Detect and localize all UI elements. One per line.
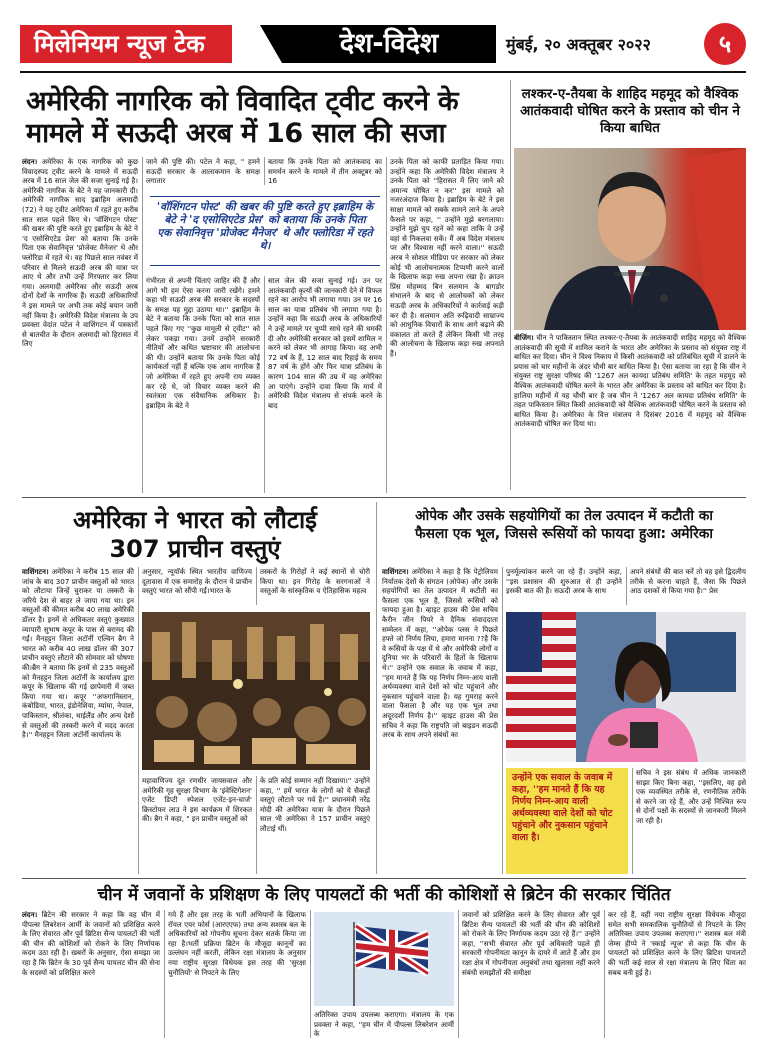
story1-headline <box>26 86 506 150</box>
section-rule <box>22 878 746 879</box>
column-divider <box>626 567 627 605</box>
press-briefing-photo <box>506 612 746 762</box>
story2-body-text: चीन ने पाकिस्तान स्थित लश्कर-ए-तैयबा के आतंकवादी शाहिद महमूद को वैश्विक आतंकवादी की सूची में शामिल कराने के भारत और अमेरिका के प्रस्ताव को संयुक्त राष्ट्र में बाधित कर दिया। चीन ने विश्व निकाय में किसी आतंकवादी को प्रतिबंधित सूची में डालने के प्रयास को चार महीनों के अंदर चौथी बार बाधित किया है। ऐसा बताया जा रहा है कि चीन ने संयुक्त राष्ट्र सुरक्षा परिषद की '1267 अल कायदा प्रतिबंध समिति' के तहत महमूद को वैश्विक आतंकवादी घोषित करने के भारत और अमेरिका के प्रस्ताव को बाधित कर दिया है। हालिया महीनों में यह चौथी बार है जब चीन ने '1267 अल कायदा प्रतिबंध समिति' के तहत पाकिस्तान स्थित किसी आतंकवादी को वैश्विक आतंकवादी घोषित करने के प्रस्ताव को बाधित किया है। अमेरिका के वित्त मंत्रालय ने दिसंबर 2016 में महमूद को वैश्विक आतंकवादी घोषित कर दिया था। <box>514 333 746 429</box>
story3-photo <box>142 612 370 770</box>
section-title: देश-विदेश <box>282 25 496 63</box>
story2-photo <box>514 148 746 330</box>
story5-column-3: अतिरिक्त उपाय उपलब्ध कराएगा। मंत्रालय के एक प्रवक्ता ने कहा, ''हम चीन में पीपल्स लिबरेशन आर्मी के <box>314 1010 454 1038</box>
story4-column-3-cont: सचिव ने इस संबंध में अधिक जानकारी साझा किए बिना कहा, ''इसलिए, वह इसे एक व्यवस्थित तरीके से, रणनीतिक तरीके से करने जा रहे हैं, और उन्हें निश्चित रूप से दोनों पक्षों के सदस्यों से जानकारी मिलने जा रही है। <box>636 768 746 825</box>
story5-column-1 <box>22 910 160 1038</box>
section-rule <box>22 497 746 498</box>
column-divider <box>386 157 387 493</box>
story5-col1-text: ब्रिटेन की सरकार ने कहा कि वह चीन में पीपल्स लिबरेशन आर्मी के जवानों को प्रशिक्षित करने के लिए सेवारत और पूर्व ब्रिटिश सैन्य पायलटों की भर्ती की चीन की कोशिशों को रोकने के लिए निर्णायक कदम उठा रही है। खबरों के अनुसार, ऐसा समझा जा रहा है कि ब्रिटेन के 30 पूर्व सैन्य पायलट चीन की सेना के सदस्यों को प्रशिक्षित करने <box>22 910 160 977</box>
column-divider <box>164 910 165 1038</box>
story2-dateline: बीजिंग। <box>514 333 534 342</box>
story-divider <box>376 502 377 874</box>
brand-name: मिलेनियम न्यूज टेक <box>20 25 232 63</box>
story5-column-5: कर रहे हैं, वहीं नया राष्ट्रीय सुरक्षा विधेयक मौजूदा समेत सभी समकालिक चुनौतियों से निपटने के लिए अतिरिक्त उपाय उपलब्ध कराएगा।'' सशस्त्र बल मंत्री जेम्स हीप्पे ने 'स्काई न्यूज' से कहा कि चीन के पायलटों को प्रशिक्षित करने के लिए ब्रिटिश पायलटों की भर्ती कई साल से रक्षा मंत्रालय के लिए चिंता का सबब बनी हुई है। <box>608 910 746 977</box>
page-number: ५ <box>704 23 746 65</box>
antiquities-photo <box>142 612 370 770</box>
story2-headline: लश्कर-ए-तैयबा के शाहिद महमूद को वैश्विक आतंकवादी घोषित करने के प्रस्ताव को चीन ने किया बाधित <box>520 87 740 136</box>
story3-col1-text: अमेरिका ने करीब 15 साल की जांच के बाद 307 प्राचीन वस्तुओं को भारत को लौटाया जिन्हें चुराकर या तस्करी के जरिये देश से बाहर ले जाया गया था। इन वस्तुओं की कीमत करीब 40 लाख अमेरिकी डॉलर है। इनमें से अधिकतर वस्तुएं कुख्यात व्यापारी सुभाष कपूर के पास से बरामद की गईं। मैनहट्टन जिला अटॉर्नी एल्विन ब्रैग ने भारत को करीब 40 लाख डॉलर की 307 प्राचीन वस्तुएं लौटाने की सोमवार को घोषणा की।ब्रैग ने बताया कि इनमें से 235 वस्तुओं को मैनहट्टन जिला अटॉर्नी के कार्यालय द्वारा कपूर के खिलाफ की गई छापेमारी में जब्त किया गया था। कपूर ''अफगानिस्तान, कंबोडिया, भारत, इंडोनेशिया, म्यांमा, नेपाल, पाकिस्तान, श्रीलंका, थाईलैंड और अन्य देशों से वस्तुओं की तस्करी करने में मदद करता है।'' मैनहट्टन जिला अटॉर्नी कार्यालय के <box>22 567 134 740</box>
story5-column-4: जवानों को प्रशिक्षित करने के लिए सेवारत और पूर्व ब्रिटिश सैन्य पायलटों की भर्ती की चीन की कोशिशों को रोकने के लिए निर्णायक कदम उठा रहे हैं।'' उन्होंने कहा, ''सभी सेवारत और पूर्व अधिकारी पहले ही सरकारी गोपनीयता कानून के दायरे में आते हैं और हम रक्षा क्षेत्र में गोपनीयता अनुबंधों तथा खुलासा नहीं करने संबंधी समझौतों की समीक्षा <box>462 910 600 977</box>
column-divider <box>256 776 257 874</box>
story1-column-2: जाने की पुष्टि की। पटेल ने कहा, " हमने सऊदी सरकार के आलाकमान के समक्ष लगातार <box>146 157 260 185</box>
column-divider <box>256 567 257 605</box>
column-divider <box>604 910 605 1038</box>
story4-photo <box>506 612 746 762</box>
column-divider <box>142 157 143 493</box>
story5-dateline: लंदन। <box>22 910 38 919</box>
story4-headline-line2: फैसला एक भूल, जिससे रूसियों को फायदा हुआ: अमेरिका <box>415 526 713 542</box>
story4-column-1 <box>382 567 498 874</box>
story3-headline-line1: अमेरिका ने भारत को लौटाई <box>73 506 317 534</box>
union-jack-flag-photo <box>314 912 454 1006</box>
story3-headline <box>22 506 368 564</box>
story3-column-2: अनुसार, न्यूयॉर्क स्थित भारतीय वाणिज्य दूतावास में एक समारोह के दौरान ये प्राचीन वस्तुएं भारत को सौंपी गईं।भारत के <box>142 567 252 596</box>
column-divider <box>264 276 265 493</box>
column-divider <box>632 768 633 874</box>
story1-pullquote: 'वॉशिंगटन पोस्ट' की खबर की पुष्टि करते हुए इब्राहिम के बेटे ने 'द एसोसिएटेड प्रेस' को बताया कि उनके पिता एक सेवानिवृत्त 'प्रोजेक्ट मैनेजर' थे और फ्लोरिडा में रहते थे। <box>150 196 380 266</box>
column-divider <box>138 567 139 874</box>
story1-column-3-cont: साल जेल की सजा सुनाई गई। उन पर आतंकवादी कृत्यों की जानकारी देने में विफल रहने का आरोप भी लगाया गया। उन पर 16 साल का यात्रा प्रतिबंध भी लगाया गया है। उन्होंने कहा कि सऊदी अरब के अधिकारियों ने उन्हें मामले पर चुप्पी साधे रहने की धमकी दी और अमेरिकी सरकार को इसमें शामिल न करने को लेकर भी आगाह किया। वह अभी 72 वर्ष के हैं, 12 साल बाद रिहाई के समय 87 वर्ष के होंगे और फिर यात्रा प्रतिबंध के कारण 104 साल की उम्र में वह अमेरिका आ पाएंगे। उन्होंने दावा किया कि मार्च में अमेरिकी विदेश मंत्रालय से संपर्क करने के बाद <box>268 276 382 410</box>
story1-headline-line2: मामले में सऊदी अरब में 16 साल की सजा <box>26 118 446 149</box>
story3-dateline: वाशिंगटन। <box>22 567 49 576</box>
story3-column-3: तस्करों के गिरोहों ने कई स्थानों से चोरी किया था। इन गिरोह के सरगनाओं ने वस्तुओं के सांस्कृतिक व ऐतिहासिक महत्व <box>260 567 370 596</box>
story5-column-2: गये हैं और इस तरह के भर्ती अभियानों के खिलाफ रॉयल एयर फोर्स (आरएएफ) तथा अन्य सशस्त्र बल के अधिकारियों को गोपनीय सूचना देकर सतर्क किया जा रहा है।भर्ती प्रक्रिया ब्रिटेन के मौजूदा कानूनों का उल्लंघन नहीं करती, लेकिन रक्षा मंत्रालय के अनुसार नया राष्ट्रीय सुरक्षा विधेयक इस तरह की 'सुरक्षा चुनौतियों' से निपटने के लिए <box>168 910 306 977</box>
column-divider <box>502 567 503 874</box>
masthead <box>20 25 746 69</box>
story4-dateline: वाशिंगटन। <box>382 567 409 576</box>
story2-body <box>514 333 746 491</box>
story1-headline-line1: अमेरिकी नागरिक को विवादित ट्वीट करने के <box>26 86 459 117</box>
story1-column-1 <box>22 157 138 493</box>
column-divider <box>458 910 459 1038</box>
column-divider <box>264 157 265 185</box>
story1-col1-text: अमेरिका के एक नागरिक को कुछ विवादस्पद ट्वीट करने के मामले में सऊदी अरब में 16 साल जेल की सजा सुनाई गई है। अमेरिकी नागरिक के बेटे ने यह जानकारी दी। अमेरिकी नागरिक साद इब्राहिम अलमादी (72) ने यह ट्वीट अमेरिका में रहते हुए करीब सात साल पहले किए थे। 'वॉशिंगटन पोस्ट' की खबर की पुष्टि करते हुए इब्राहिम के बेटे ने 'द एसोसिएटेड प्रेस' को बताया कि उनके पिता एक सेवानिवृत्त 'प्रोजेक्ट मैनेजर' थे और फ्लोरिडा में रहते थे। वह पिछले साल नवंबर में परिवार से मिलने सऊदी अरब की यात्रा पर आए थे और तभी उन्हें गिरफ्तार कर लिया गया। अलमादी अमेरिका और सऊदी अरब दोनों देशों के नागरिक हैं। सऊदी अधिकारियों ने इस मामले पर अभी तक कोई बयान जारी नहीं किया है। अमेरिकी विदेश मंत्रालय के उप प्रवक्ता वेदांत पटेल ने वाशिंगटन में पत्रकारों से बातचीत के दौरान अलमादी को हिरासत में लिए <box>22 157 138 349</box>
story4-callout: उन्होंने एक सवाल के जवाब में कहा, ''हम मानते हैं कि यह निर्णय निम्न-आय वाली अर्थव्यवस्था वाले देशों को चोट पहुंचाने और नुकसान पहुंचाने वाला है। <box>506 768 628 874</box>
story3-column-1 <box>22 567 134 874</box>
story3-headline-line2: 307 प्राचीन वस्तुएं <box>109 535 281 563</box>
story4-headline-line1: ओपेक और उसके सहयोगियों का तेल उत्पादन में कटौती का <box>415 508 713 524</box>
story5-headline: चीन में जवानों के प्रशिक्षण के लिए पायलटों की भर्ती की कोशिशों से ब्रिटेन की सरकार चिंतित <box>97 885 671 905</box>
masthead-rule <box>20 71 746 73</box>
story4-column-2: पुनर्मूल्यांकन करने जा रहे हैं। उन्होंने कहा, ''इस प्रशासन की शुरुआत से ही उन्होंने इसकी बात की है। सऊदी अरब के साथ <box>506 567 622 596</box>
story1-dateline: लंदन। <box>22 157 38 166</box>
column-divider <box>310 910 311 1038</box>
story1-column-4: उनके पिता को काफी प्रताड़ित किया गया। उन्होंने कहा कि अमेरिकी विदेश मंत्रालय ने उनके पिता को ''हिरासत में लिए जाने को अमान्य घोषित न कर'' इस मामले को नजरअंदाज किया है। इब्राहिम के बेटे ने इस साक्षा मामले को सबके सामने लाने के अपने फैसले पर कहा, '' उन्होंने मुझे बरगलाया। उन्होंने मुझे चुप रहने को कहा ताकि वे उन्हें वहां से निकलवा सकें। मैं अब विदेश मंत्रालय पर और विश्वास नहीं करने वाला।'' सऊदी अरब ने सोशल मीडिया पर सरकार को लेकर कोई भी आलोचनात्मक टिप्पणी करने वालों के खिलाफ कड़ा रुख अपना रखा है। क्राउन प्रिंस मोहम्मद बिन सलमान के बागडोर संभालने के बाद से आलोचकों को लेकर सऊदी अरब के अधिकारियों ने कार्रवाई कड़ी कर दी है। सलमान अति रूढ़िवादी साम्राज्य को आधुनिक विचारों के साथ आगे बढ़ाने की वकालत तो करते हैं लेकिन किसी भी तरह की आलोचना के खिलाफ कड़ा रुख अपनाते हैं। <box>390 157 504 358</box>
story4-col1-text: अमेरिका ने कहा है कि पेट्रोलियम निर्यातक देशों के संगठन (ओपेक) और उसके सहयोगियों का तेल उत्पादन में कटौती का फैसला एक भूल है, जिससे रूसियों को फायदा हुआ है। व्हाइट हाउस की प्रेस सचिव कैरीन जीन पियरे ने दैनिक संवाददाता सम्मेलन में कहा, ''ओपेक प्लस ने पिछले हफ्ते जो निर्णय लिया, हमारा मानना ??है कि वे रूसियों के पक्ष में थे और अमेरिकी लोगों व दुनिया भर के परिवारों के हितों के खिलाफ थे।'' उन्होंने एक सवाल के जवाब में कहा, ''हम मानते हैं कि यह निर्णय निम्न-आय वाली अर्थव्यवस्था वाले देशों को चोट पहुंचाने और नुकसान पहुंचाने वाला है। यह गुमराह करने वाला फैसला है और यह एक भूल तथा अदूरदर्शी निर्णय है।'' व्हाइट हाउस की प्रेस सचिव ने कहा कि राष्ट्रपति जो बाइडन सऊदी अरब के साथ अपने संबंधों का <box>382 567 498 740</box>
story1-column-2-cont: गंभीरता से अपनी चिंताएं जाहिर की हैं और आगे भी हम ऐसा करना जारी रखेंगे। हमने कहा भी सऊदी अरब की सरकार के सदस्यों के समक्ष यह मुद्दा उठाया था।'' इब्राहिम के बेटे ने बताया कि उनके पिता को सात साल पहले किए गए ''कुछ मामूली से ट्वीट'' को लेकर पकड़ा गया। उनमें उन्होंने सरकारी नीतियों और कथित भ्रष्टाचार की आलोचना की थी। उन्होंने बताया कि उनके पिता कोई कार्यकर्ता नहीं हैं बल्कि एक आम नागरिक हैं जो अमेरिका में रहते हुए अपनी राय व्यक्त कर रहे थे, जो विचार व्यक्त करने की स्वतंत्रता एक संवैधानिक अधिकार है। इब्राहिम के बेटे ने <box>146 276 260 410</box>
portrait-photo <box>514 148 746 330</box>
story3-column-2-cont: महावाणिज्य दूत रणधीर जायसवाल और अमेरिकी गृह सुरक्षा विभाग के 'इंवेस्टिगेशन' एजेंट डिप्टी स्पेशल एजेंट-इन-चार्ज' क्रिस्टोफर लाउ ने इस कार्यक्रम में शिरकत की। ब्रैग ने कहा, " इन प्राचीन वस्तुओं को <box>142 776 252 824</box>
story1-column-3: बताया कि उनके पिता को आतंकवाद का समर्थन करने के मामले में तीन अक्टूबर को 16 <box>268 157 382 185</box>
story4-column-3: अपने संबंधों की बात करें तो वह इसे द्विदलीय तरीके से करना चाहते हैं, जैसा कि पिछले आठ दशकों से किया गया है।'' प्रेस <box>630 567 746 596</box>
story-divider <box>510 80 511 490</box>
story4-headline <box>382 507 746 543</box>
story5-photo <box>314 912 454 1006</box>
story3-column-3-cont: के प्रति कोई सम्मान नहीं दिखाया।'' उन्होंने कहा, '' हमें भारत के लोगों को ये सैकड़ों वस्तुएं लौटाने पर गर्व है।'' प्रधानमंत्री नरेंद्र मोदी की अमेरिका यात्रा के दौरान पिछले साल भी अमेरिका ने 157 प्राचीन वस्तुएं लौटाई थीं। <box>260 776 370 833</box>
edition-date: मुंबई, २० अक्तूबर २०२२ <box>506 35 651 54</box>
